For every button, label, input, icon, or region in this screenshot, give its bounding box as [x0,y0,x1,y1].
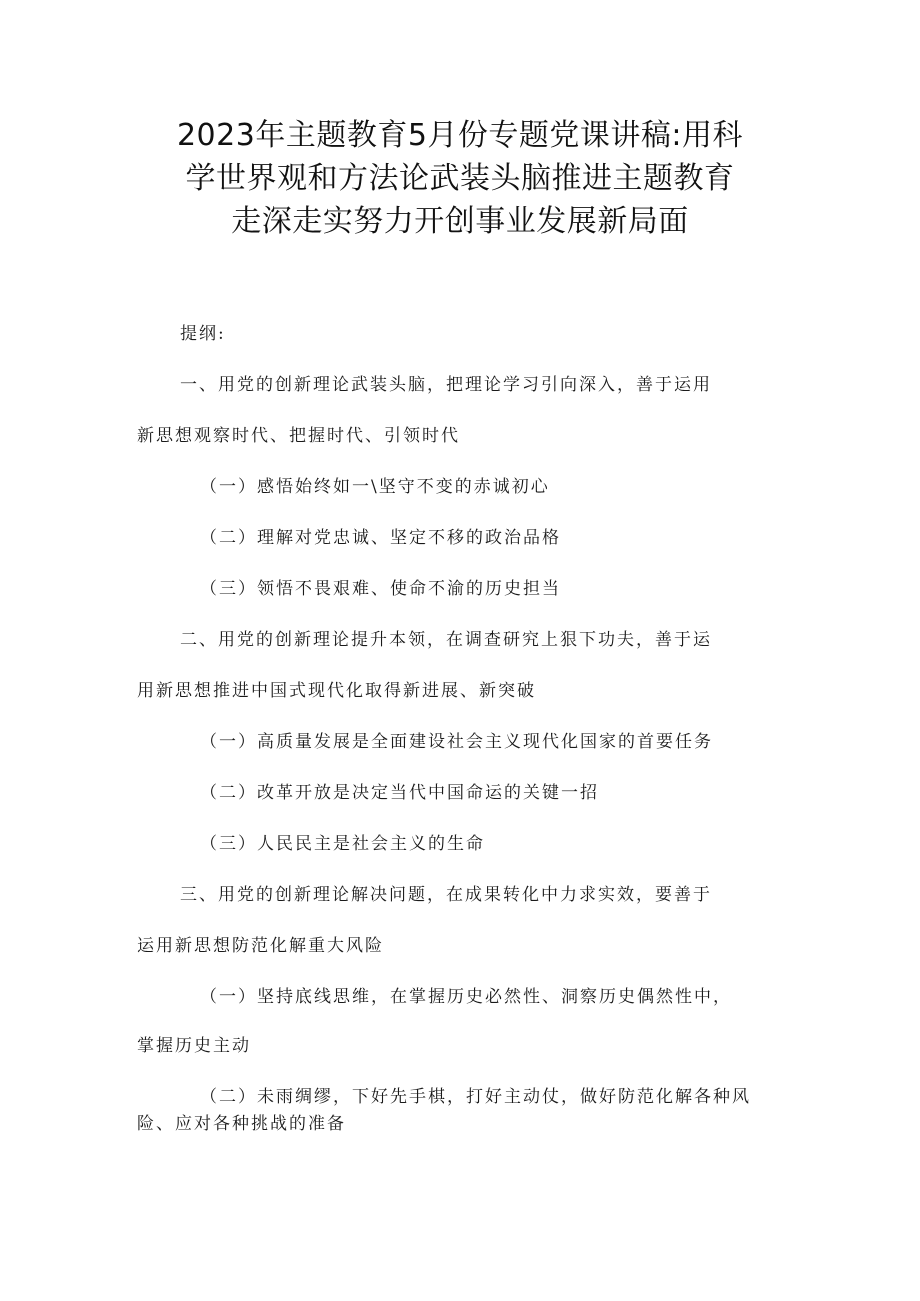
section-3-item-2-line-2: 险、应对各种挑战的准备 [137,1114,346,1134]
section-2-item-3: （三）人民民主是社会主义的生命 [200,834,485,854]
section-2-heading-line-2: 用新思想推进中国式现代化取得新进展、新突破 [137,681,536,701]
outline-label: 提纲: [180,324,226,344]
section-1-heading-line-2: 新思想观察时代、把握时代、引领时代 [137,426,460,446]
title-line-2: 学世界观和方法论武装头脑推进主题教育 [185,161,735,196]
section-3-heading-line-1: 三、用党的创新理论解决问题，在成果转化中力求实效，要善于 [180,885,712,905]
section-1-item-1: （一）感悟始终如一\坚守不变的赤诚初心 [200,477,550,497]
section-1-heading-line-1: 一、用党的创新理论武装头脑，把理论学习引向深入，善于运用 [180,375,712,395]
section-3-item-2-line-1: （二）未雨绸缪，下好先手棋，打好主动仗，做好防范化解各种风 [200,1087,751,1107]
document-title [100,114,820,243]
section-1-item-2: （二）理解对党忠诚、坚定不移的政治品格 [200,528,561,548]
section-3-item-1-line-1: （一）坚持底线思维，在掌握历史必然性、洞察历史偶然性中， [200,987,732,1007]
title-line-1: 2023年主题教育5月份专题党课讲稿:用科 [176,118,744,153]
section-1-item-3: （三）领悟不畏艰难、使命不渝的历史担当 [200,579,561,599]
title-line-3: 走深走实努力开创事业发展新局面 [231,204,689,239]
section-2-item-1: （一）高质量发展是全面建设社会主义现代化国家的首要任务 [200,732,713,752]
section-3-heading-line-2: 运用新思想防范化解重大风险 [137,936,384,956]
section-2-heading-line-1: 二、用党的创新理论提升本领，在调查研究上狠下功夫，善于运 [180,630,712,650]
section-2-item-2: （二）改革开放是决定当代中国命运的关键一招 [200,783,599,803]
section-3-item-1-line-2: 掌握历史主动 [137,1036,251,1056]
